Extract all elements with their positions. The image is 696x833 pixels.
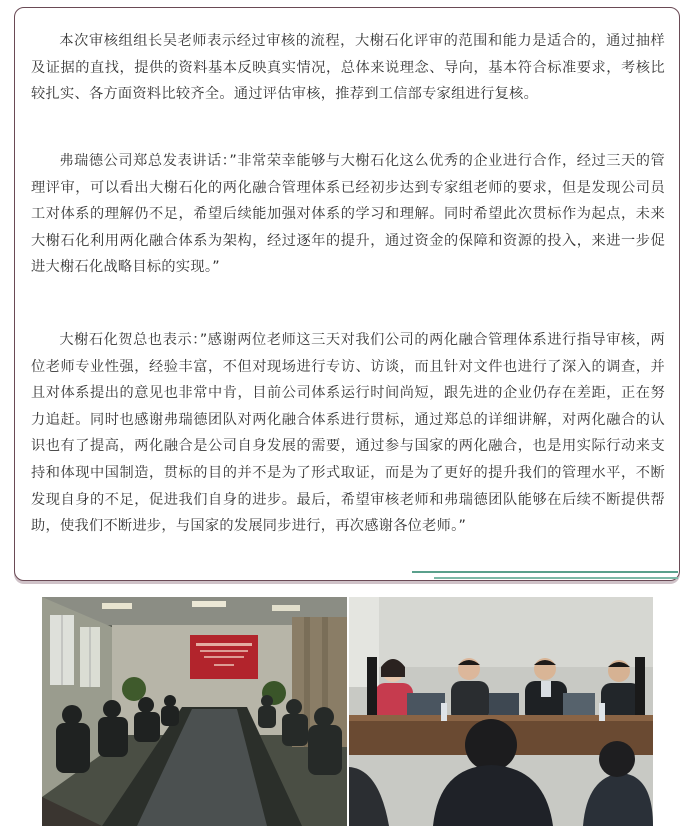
- decorative-line-secondary: [434, 577, 678, 579]
- paragraph-zheng-speech: 弗瑞德公司郑总发表讲话：”非常荣幸能够与大榭石化这么优秀的企业进行合作，经过三天的管理评审，可以看出大榭石化的两化融合管理体系已经初步达到专家组老师的要求，但是发现公司员工对体系的理解仍不足，希望后续能加强对体系的学习和理解。同时希望此次贯标作为起点，未来大榭石化利用两化融合体系为架构，经过逐年的提升，通过资金的保障和资源的投入，来进一步促进大榭石化战略目标的实现。”: [31, 153, 665, 276]
- meeting-room-photo: [42, 597, 347, 826]
- article-card: [14, 7, 680, 581]
- panel-meeting-photo: [349, 597, 653, 826]
- decorative-line: [412, 571, 678, 573]
- paragraph-he-speech: 大榭石化贺总也表示：”感谢两位老师这三天对我们公司的两化融合管理体系进行指导审核，两位老师专业性强，经验丰富，不但对现场进行专访、访谈，而且针对文件也进行了深入的调查，并且对体系提出的意见也非常中肯，目前公司体系运行时间尚短，跟先进的企业仍存在差距，正在努力追赶。同时也感谢弗瑞德团队对两化融合体系进行贯标，通过郑总的详细讲解，对两化融合的认识也有了提高，两化融合是公司自身发展的需要，通过参与国家的两化融合，也是用实际行动来支持和体现中国制造，贯标的目的并不是为了形式取证，而是为了更好的提升我们的管理水平，不断发现自身的不足，促进我们自身的进步。最后，希望审核老师和弗瑞德团队能够在后续不断提供帮助，使我们不断进步，与国家的发展同步进行，再次感谢各位老师。”: [31, 332, 665, 535]
- paragraph-audit-leader: 本次审核组组长吴老师表示经过审核的流程，大榭石化评审的范围和能力是适合的，通过抽样及证据的直找，提供的资料基本反映真实情况，总体来说理念、导向，基本符合标准要求，考核比较扎实、各方面资料比较齐全。通过评估审核，推荐到工信部专家组进行复核。: [31, 33, 665, 103]
